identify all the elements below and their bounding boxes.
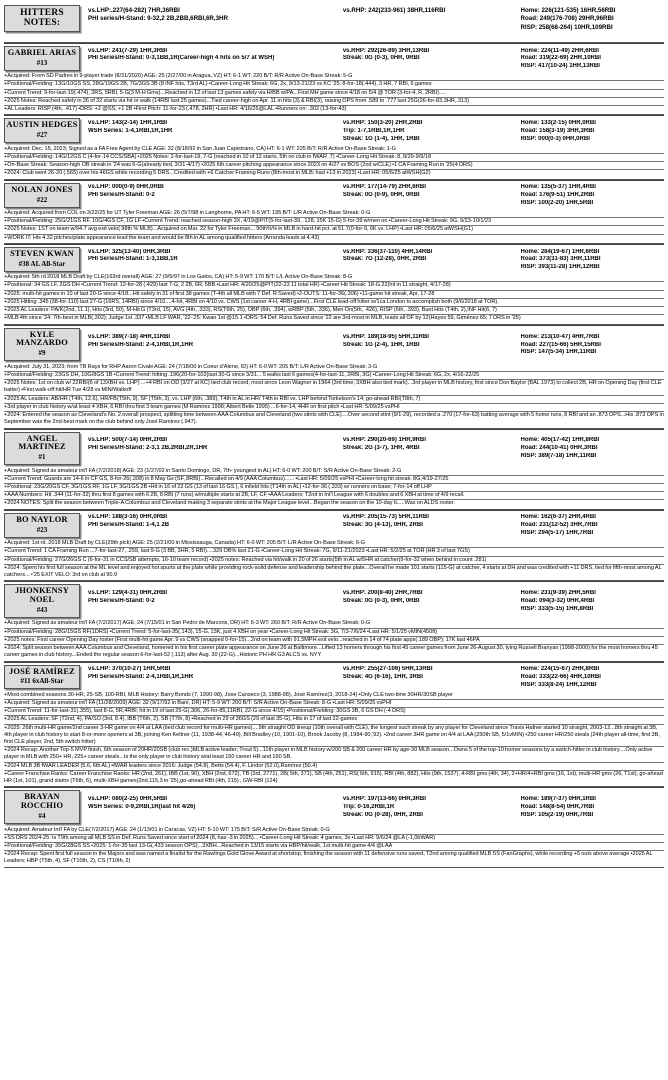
player-note-line: +Acquired: Acquired from COL on 3/22/25 for UT Tyler Freeman AGE: 26 (5/7/98 in Langhorne, PA HT: 6-5 WT: 195 B/T: L/R Active On-Base Streak: 0-G [4,210,371,216]
player-note-line: +2025 Hitting .345 (38-for-110) last 27-G (16RS, 14RBI) since 4/10....4-hit, 4RBI on 4/10 vs. CWS (1st career 4-H, 4RBI game)...First CLE lead-off hitter w/1ca London to accomplish both (9/6/2018 at TOR). [4,298,664,306]
player-section [4,662,664,788]
player-stat [343,453,517,461]
player-note-line: +SS DRS 2024-25: Is T9th among all MLB SS in Def. Runs Saved since start of 2024 (8, has -3 in 2025)... •Career-Long Hit Streak: 4 games, 3x •Last HR: 9/6/24 @LA (-1,0bWAR) [4,834,664,842]
player-stat [88,200,339,208]
player-note-line: +Acquired: Amateur Int'l FA by CLE(7/2/2017) AGE: 24 (1/13/01 in Caracas, VZ) HT: 5-10 WT: 175 B/T: S/R Active On-Base Streak: 0-G [4,826,330,833]
player-stats [80,116,664,145]
player-stat [343,530,517,538]
player-stat [88,682,339,690]
player-note-line: +2025 Notes: Reached safely in 26 of 32 starts via hit or walk (14RBI last 25 games)...Tied career-high on Apr. 11 in hits (3) & RBI(3), raising OPS from .589 to .777 last 25G(26-for-83,3HR,.313) [4,97,664,105]
summary-stat-3: PHI series/H-Stand: 9-32,2 2B,2BB,6RBI,6R,3HR [88,15,228,23]
player-stat: vs.LHP: 241(7-29) 1HR,3RBI [88,47,168,54]
player-header [4,244,664,274]
player-stat: vs.RHP: 336(37-110) 4HR,14RBI [342,248,433,255]
player-stat: vs.LHP: 000(0-9) 0HR,0RBI [88,184,164,191]
player-header [4,662,664,692]
player-note-line: +2024: Split season between AAA Columbus and Cleveland, homered in his first career plate appearance on June 26 at Baltimore...Lifted 13 homers through his first 45 career games from June 26-August 30, tying Russell Branyan (1998-2000) for the most homers thru 45 career games in club history...Ended the regular season 6-for-last-52 (.113) after Aug. 30 (22-G)...Historic PH HR G3 ALCS vs. NYY [4,644,664,659]
summary-stats [80,3,664,34]
player-note-line: +2025 AL Leaders: SF (T2nd, 4), PA/SO (3rd, 8.4), IBB (T6th, 2), SB (T7th, 8) •Reached in 29 of 36GS (29 of last 35-G), Hits in 17 of last 22-games [4,715,664,723]
player-note-line: +Acquired: Signed as amateur int'l FA (7/2/2017) AGE: 24 (7/15/01 in San Pedro de Marcoris, DR) HT: 6-3 WT: 260 B/T: R/R Active On-Base Streak: 0-G [4,620,371,627]
player-stat: Home: 135(5-37) 1HR,4RBI [520,184,596,191]
player-stat: Streak: 1G (1-4), 1HR, 1RBI [342,135,420,142]
player-stat: RISP: 417(10-24) 1HR,13RBI [520,63,600,70]
player-stat: RISP: 294(5-17) 1HR,7RBI [520,530,594,537]
player-stat: RISP: 100(2-20) 1HR,5RBI [520,200,594,207]
player-stat: PHI Series/H-Stand: 2-3,1 2B,2RBI,2R,1HR [88,445,208,452]
player-note-line: +Current Trend: 9-for-last-19(.474), 3RS, 5RBI, 5-G(3 M-H Gms)...Reached in 12 of last 13 games safely via H/BB w/PA...First MH game since 4/18 on 5/4 @ TOR (3-for-4, R, 2RBI).... [4,89,664,97]
player-stat: vs.LHP: 325(13-40) 0HR,3RBI [88,248,171,255]
player-stat: Road: 244(10-41) 0HR,3RBI [520,445,598,452]
player-name: BRAYAN ROCCHIO [20,792,64,811]
player-stat: RISP: 147(5-34) 1HR,11RBI [520,349,597,356]
summary-stat-7 [343,24,517,32]
player-stat: Home: 133(2-15) 0HR,0RBI [520,119,596,126]
player-note-line: +Positional/Fielding: 14G/12GS C (4-for-14 CCS/SBA) •2025 Notes: 2-for-last-19, 7-G (reached in 10 of 12 starts, 5th on club in fWAR .7) •Career-Long Hit Streak: 8, 8/29-9/9/18 [4,153,664,161]
player-note-line: +Positional/Fielding: 28G/15GS RF(1DRS) •Current Trend: 5-for-last-35(.143), 15-G, 13K, just 4 XBH on year •Career-Long Hit Streak: 3G, 7/3-7/6/24 •Last HR: 5/1/25 vMIN(450ft) [4,628,664,636]
player-stat [343,606,517,614]
player-stat: vs.LHP: 188(3-16) 0HR,0RBI [88,514,168,521]
player-name-box [4,46,80,71]
player-number: #22 [36,195,48,204]
player-stat: Trip: 0-16,2RBI,1R [342,804,395,811]
player-stat [88,530,339,538]
summary-section [4,3,664,43]
player-note-line: +WORK IT: His 4.32 pitches/plate appearance lead the team and would be 8th in AL among qualified hitters (Arranda leads at 4.43) [4,234,664,242]
player-name-box [4,584,80,618]
player-note-line: +Acquired: Dec. 15, 2023; Signed as a FA Free Agent by CLE AGE: 32 (8/18/92 in San Juan Capistrano, CA) HT: 6-1 WT: 225 B/T: R/R Active On-Base Streak: 1-G [4,145,396,152]
player-section [4,429,664,510]
player-note-line: +2024 NOTES: Split the season between Triple-A Columbus and Cleveland making 3 separate stints at the Major League level...Began the season on the 10-day IL....Was on ALDS roster. [4,499,664,507]
player-stat: Streak: 2G (3-7), 1HR, 4RBI [342,445,420,452]
player-notes [4,691,664,786]
player-section [4,244,664,325]
player-note-line: +Positional/Fielding: 35G/28GS SS •2025: 1-for-35 last 13-G(.433 season OPS)...3XBH...Reached in 13/15 starts via HBP/hit/walk, 1st multi-hit game 4/4 @LAA [4,842,664,850]
player-note-line: +Positional/Fielding: 23GS DH, 10G/8GS 1B •Current Trend: hitting .196(20-for-102)last 30-G since 3/31... 5 walks last 6 games(4-for-last-11, 2RBI, 3G) •Career-Long Hit Streak: 6G, 2x, 4/16-22/25 [4,371,664,379]
player-note-line: +3rd player in club history w/at least 4 XBH, 6 RBI thru first 3 team games (M Ramirez 1998; Albert Belle 1995) ...6-for-14, 4HR on first pitch •Last HR: 5/09/25 vsPHI [4,403,664,411]
player-note-line: +Positional/Fielding: 25G/21GS RF, 10G/4GS CF, 1G LF •Current Trend: reached season-high 3X, 4/19@PIT(5-for-last-39, .128, 15K 15-G) 5-for-39 w/men on •Career-Long Hit Streak: 9G, 9/23-10/1/23 [4,217,664,225]
player-section [4,510,664,581]
player-note-line: +2024: Spent his first full season at the ML level and enjoyed hot spurts at the plate while providing rock-solid defense and leadership behind the plate...Overall he made 101 starts (115-G) at catcher, 4 starts at DH and was credited with +11 DRS, tied for fifth-most among AL catchers... •'25 EXIT VELO: 3rd on club at 90.9 [4,564,664,579]
player-note-line: +Current Trend: 11-for-last-31(.355), last 8-G, 5R,4RBI; hit in 19 of last 25-G(.306, 26-for-85,11RBI, 22-G since 4/15) •Positional/Fielding: 30GS 3B, 6 GS DH (-4 DRS) [4,707,664,715]
player-note-line: +2025 Notes: 1ST on team w/94.7 avg exit velo( 98th % MLB)...Acquired on Mar. 22 for Tyler Freeman... 90th%% in MLB in hard-hit pct. at 51.7(0-for-9, 6K vs. LHP) •Last HR: 05/6/25 atWSH(G1) [4,225,664,233]
player-note-line: +AAA Numbers: Hit .344 (11-for-32) thru first 8 games with 6 2B, 8 RBI (7 runs) w/multiple starts at 2B, LF, CF •AAA Leaders: T2nd in Int'l League with 6 doubles and 6 XBH at time of 4/9 recall. [4,491,664,499]
player-note-line: +2024: Club went 26-20 (.565) over his 46GS while recording 5 DRS...Credited with +6 Catcher Framing Runs (8th-most in MLB; had +13 in 2023) •Last HR: 05/6/25 atWSH(G2) [4,169,664,177]
player-note-line: +AL Leaders: RISP (4th, .417) •DRS: +2 @SS; +1 2B •First Pitch: 11-for-23 (.478, 2HR) •Last HR: 4/16/25@LAL •Runners on: .302 (13-for-43) [4,105,664,113]
player-note-line: +Acquired: Signed as amateur int'l FA (7/2/2018) AGE: 23 (1/27/02 in Santo Domingo, DR, 7th- youngest in AL) HT: 6-0 WT: 200 B/T: S/R Active On-Base Streak: 2-G [4,467,402,474]
player-number: #4 [38,812,46,821]
player-name: NOLAN JONES [11,184,73,194]
player-stat: Road: 319(22-69) 2HR,10RBI [520,55,601,62]
player-stat: WSH Series: 1-4,1RBI,1R,1HR [88,127,173,134]
player-note-line: +2024 MLB 3B fWAR LEADER (5.6, 6th AL) •fWAR leaders since 2016: Judge (54.8), Betts (54.4), F. Lindor (52.0),Ramírez (50.4) [4,762,664,770]
summary-stat-5: Road: 249(176-708) 29HR,96RBI [520,15,614,23]
player-header [4,43,664,73]
player-note-line: +2025: multi-hit games in 10 of last 20-G since 4/18...Hit safely in 31 of first 38 games (T-4th all MLB with 7 Def. R Saved) •2-OUTS: 11-for-36(.306) •11-game hit streak, Apr. 17-28 [4,290,664,298]
player-stat: vs.RHP: 197(13-66) 0HR,3RBI [342,796,426,803]
player-note-line: +On-Base Streak: Season-high OB streak in '24 was 6-G(already tied, 3/31-4/17) •2025 6th career pitching appearance since 2023 on 4/27 vs BOS (2nd w/CLE) •1 CA Framing Run in '25(4 DRS) [4,161,664,169]
player-stat: RISP: 393(11-28) 1HR,12RBI [520,264,600,271]
player-note-line: +Acquired: 5th rd 2018 MLB Draft by CLE(163rd overall) AGE: 27 (9/5/97 in Los Gatos, CA) HT: 5-9 WT: 170 B/T: L/L Active On-Base Streak: 8-G [4,274,353,281]
player-stats [80,582,664,620]
player-notes [4,210,664,244]
player-stat: Home: 224(11-49) 2HR,6RBI [520,47,599,54]
player-stat: Home: 189(7-37) 0HR,1RBI [520,796,596,803]
player-stat: vs.LHP: 143(2-14) 1HR,1RBI [88,119,168,126]
player-stat: PHI Series/H-Stand: 2-4,1RBI,1R,1HR [88,674,194,681]
player-stat: Streak: 7G (12-28), 0HR, 2RBI [342,256,427,263]
player-notes [4,363,664,427]
player-note-line: +MLB 4th since '24: 7th-best in MLB(.302); Judge 1st .337 •MLB LF WAR, '22-'25: Kwan 1st @15.1 •DRS: 54 Def. Runs Saved since '22 are 3rd-most in MLB, leads all OF by 12(Hayes 59, Giménez 65; 7 DRS in '25) [4,314,664,322]
player-note-line: +Positional: 34 GS LF, 2GS DH •Current Trend: 12-for-28 (.429) last 7-G, 2 2B, 6R, 5BB •Last HR: 4/20/25@PIT(22-23 11 total HR) •Career Hit Streak: 18-G 22(hit in 11 straight, 4/17-28) [4,281,664,289]
player-note-line: +Most combined seasons 30-HR, 25-SB, 100-RBI, MLB History: Barry Bonds (7, 1990-98), Jose Canseco (3, 1988-98), José Ramírez(3, 2018-24) •Only CLE two-time 30HR/30SB player [4,691,454,698]
player-stat [343,200,517,208]
player-stat: vs.RHP: 189(18-95) 5HR,11RBI [342,333,429,340]
player-note-line: +2025 Notes: 1st on club w/ 22RBI(6 of 13XBH vs. LHP) ...+4 RBI on OD (3/27 at KC) tied club record, most since Leon Wagner in 1964 (3rd time; 3XBH also tied mark)...3rd player in MLB history, first since Don Baylor (BAL 1973) to collect 2B, HR on Opening Day (first CLE batter) •First walk-off hit/HR Tue 4/28 vs MIN/Walkoff [4,379,664,394]
player-note-line: +Acquired: From SD Padres in 9-player trade (8/31/2020) AGE: 25 (2/27/00 in Aragua, VZ) HT: 6-1 WT: 220 B/T: R/R Active On-Base Streak: 5-G [4,73,353,80]
player-stat [343,63,517,71]
player-stat: vs.RHP: 255(27-106) 5HR,13RBI [342,666,433,673]
player-name-box [4,328,80,362]
player-stat: Home: 231(9-39) 2HR,5RBI [520,590,596,597]
player-stat: vs.RHP: 292(26-89) 3HR,13RBI [342,47,430,54]
player-stat: vs.LHP: 080(2-25) 0HR,5RBI [88,796,168,803]
player-stat [343,682,517,690]
player-stat [343,264,517,272]
player-notes [4,73,664,115]
summary-stat-4 [343,15,517,23]
player-number: #43 [36,605,48,614]
player-name-box [4,432,80,466]
player-stat: vs.RHP: 177(14-79) 2HR,6RBI [342,184,426,191]
player-section [4,115,664,179]
player-stat: vs.RHP: 150(3-20) 2HR,2RBI [342,119,423,126]
player-name: JOSÉ RAMÍREZ [9,666,75,676]
player-note-line: +Current Trend: 1 CA Framing Run ...7-for-last-27, .259, last 9-G (3 BB, 3HR, 5 RBI)....329 OB% last 21-G •Career-Long Hit Streak: 7G, 9/11-21/2023 •Last HR: 5/2/25 at TOR (HR 3 of last 7GS) [4,547,664,555]
player-stat [88,349,339,357]
player-stat: Streak: 0G (0-9), 0HR, 0RBI [342,192,420,199]
summary-stat-1: vs.RHP: 242(233-961) 38HR,116RBI [342,7,446,15]
player-name: ANGEL MARTINEZ [18,433,66,452]
player-stat: RISP: 389(7-18) 1HR,11RBI [520,453,597,460]
player-stats [80,511,664,540]
player-stats [80,245,664,274]
player-note-line: +Acquired: Signed as amateur int'l FA (11/28/2009) AGE: 32 (9/17/92 in Baní, DR) HT: 5-9 WT: 200 B/T: S/R Active On-Base Streak: 8-G •Last HR: 5/09/25 vsPHI [4,699,664,707]
player-stats [80,326,664,364]
player-note-line: +2024 Recap: Spent first full season in the Majors and was named a finalist for the Rawlings Gold Glove Award at shortstop, finishing the season with 11 defensive runs saved, T2nd among qualified MLB SS (FanGraphs), while recording +5 outs above average •2025 AL Leaders: HBP (T5th, 4), SF (T10th, 2), CS (T10th, 2) [4,850,664,865]
summary-title-box [4,5,80,32]
player-note-line: +2024: Entered the season as Cleveland's No. 2 overall prospect, splitting time between AAA Columbus and Cleveland (two stints with CLE)....Over second stint (9/1-29), recorded a .270 (17-for-63) batting average with 5 home runs, 8 RBI and an .873 OPS...His .873 OPS in September was the 2nd-best mark on the club behind only José Ramírez (.947). [4,411,664,426]
player-number: #11 6xAll-Star [20,677,64,686]
player-stat: PHI Series/H-Stand: 1-4,1 2B [88,522,170,529]
player-section [4,325,664,429]
player-stat: vs.RHP: 200(8-40) 2HR,7RBI [342,590,423,597]
player-notes [4,274,664,324]
player-header [4,115,664,145]
player-stat: PHI Series/H-Stand: 2-4,1RBI,1R,1HR [88,341,194,348]
summary-stat-6 [88,24,339,32]
player-number: #27 [36,131,48,140]
player-stat: Streak: 4G (6-16), 1HR, 3RBI [342,674,423,681]
player-stat: Road: 094(3-32) 0HR,4RBI [520,598,595,605]
players-list [4,43,664,868]
player-name-box [4,790,80,824]
summary-header [4,3,664,34]
player-stat: Trip: 1-7,1RBI,1R,1HR [342,127,405,134]
player-stat: Home: 213(10-47) 4HR,7RBI [520,333,600,340]
player-stat: vs.LHP: 500(7-14) 0HR,2RBI [88,437,168,444]
player-note-line: +Positional/Fielding: 27G/26GS C (6-for-31 in CCS/SB attempts, 16-10 team record) •2025 notes: Reached via hit/walk in 20 of 26 starts(5th in AL w/5HR at catcher(9-for-32 when behind in count .281) [4,556,664,564]
player-number: #9 [38,349,46,358]
player-stat: Home: 162(6-37) 2HR,4RBI [520,514,596,521]
player-stat: Home: 284(19-67) 1HR,6RBI [520,248,600,255]
player-stats [80,430,664,468]
player-stat: PHI Series/H-Stand: 0-2 [88,598,155,605]
player-name: GABRIEL ARIAS [7,48,77,57]
player-header [4,581,664,620]
player-note-line: +Acquired: July 31, 2023; from TB Rays for RHP Aaron Civale AGE: 24 (7/18/00 in Coeur d'Alene, ID) HT: 6-0 WT: 205 B/T: L/R Active On-Base Streak: 3-G [4,363,378,370]
player-stats [80,663,664,692]
player-name-box [4,183,80,208]
player-number: #38 AL All-Star [18,259,66,268]
player-stat: PHI Series/H-Stand: 0-3,1BB,1R(Career-high 4 hits on 5/7 at WSH) [88,55,275,62]
player-stat: vs.LHP: 370(10-27) 1HR,5RBI [88,666,171,673]
player-stat: Home: 224(15-67) 2HR,8RBI [520,666,600,673]
player-name: STEVEN KWAN [10,249,74,258]
player-stat: WSH Series: 0-9,2RBI,1R(last hit 4/26) [88,804,196,811]
player-section [4,180,664,244]
player-note-line: +Positional: 23G/20GS CF, 3G/1GS RF, 1G LF, 3G/1GS 2B •Hit in 16 of 22 GS (13 of last 16 GS ), 6 infield hits (T14th in AL) •12-for-36 (.333) w/ runners on base; 7-for-14 off LHP [4,483,664,491]
player-notes [4,467,664,509]
player-stat: RISP: 333(5-15) 1HR,8RBI [520,606,594,613]
player-note-line: +Positional/Fielding: 13G/10GS SS, 28G/19GS 2B, 7G/3GS 3B (8 INF hits, T3rd AL) •Career-Long Hit Streak: 6G, 2x, 9/13-21/23 vs KC '25: 8-for-18(.444), 3 HR, 7 RBI, 6 games [4,80,664,88]
player-name: JHONKENSY NOEL [15,586,69,605]
player-stats [80,44,664,73]
player-stat: Streak: 0G (0-28), 0HR, 2RBI [342,812,423,819]
player-number: #23 [36,525,48,534]
player-stat: vs.LHP: 129(4-31) 0HR,2RBI [88,590,168,597]
player-stat: Road: 373(31-83) 3HR,11RBI [520,256,601,263]
player-stat [88,606,339,614]
player-stat [88,453,339,461]
player-stat: vs.LHP: 389(7-18) 4HR,11RBI [88,333,171,340]
player-notes [4,620,664,661]
player-stat: Road: 176(9-51) 1HR,2RBI [520,192,595,199]
player-stat: Home: 405(17-42) 1HR,8RBI [520,437,600,444]
player-section [4,581,664,661]
player-number: #13 [36,58,48,67]
player-stat: Road: 231(12-52) 3HR,7RBI [520,522,598,529]
player-stat [88,136,339,144]
player-notes [4,826,664,867]
player-stat [343,349,517,357]
player-notes [4,540,664,581]
player-stat: vs.RHP: 205(15-73) 5HR,11RBI [342,514,429,521]
player-stat: Streak: 0G (0-3), 0HR, 0RBI [342,598,420,605]
summary-stat-2: Home: 226(121-535) 16HR,56RBI [520,7,616,15]
player-header [4,510,664,540]
player-stats [80,788,664,826]
player-notes [4,145,664,179]
player-name: BO NAYLOR [16,514,68,524]
player-section [4,787,664,867]
player-note-line: +2025 AL Leaders: PA/K(2nd, 11.1), Hits (3rd, 50), M-Hit G (T3rd, 15), AVG (4th, .333), RS(T6th, 25), OBP (6th, .394), wRBP (5th, .336), Men On(5th, .426), RISP (6th, .393), Bunt Hits (T4th, 2),INF Hit(6, 7) [4,306,664,314]
player-stat: Road: 333(22-66) 4HR,10RBI [520,674,601,681]
player-header [4,180,664,210]
player-stat: Road: 158(3-19) 3HR,3RBI [520,127,595,134]
player-name-box [4,665,80,690]
player-note-line: +2024 Recap: Another Top-5 MVP finish, 6th season of 20HR/20SB (club rec.)MLB active leader; Trout 5)...11th player in MLB history w/200 SB & 200 career HR by age-30 MLB season...Owns 5 of the top-10 homer seasons by a switch-hitter in club history....Only active player in MLB with 250+ HR, 225+ career steals...Is the only player in club history w/at least 150 career HR and 150 SB. [4,746,664,761]
player-stat: vs.RHP: 290(20-69) 1HR,9RBI [342,437,426,444]
player-stat: Streak: 0G (0-3), 0HR, 0RBI [342,55,420,62]
player-stat: Streak: 1G (2-4), 1HR, 1RBI [342,341,420,348]
player-stat: Road: 148(8-54) 0HR,7RBI [520,804,595,811]
player-note-line: +Career Franchise Ranks: Career Franchise Ranks: HR (2nd, 261), IBB (1st, 90), XBH (2nd, 672), TB (3rd, 2771), 2B( 5th, 371), SB (4th, 251), RS( 6th, 915), RBI (4th, 882), Hits (9th, 1537), 4-RBI gms (4th, 34), 2+HR/4+RBI gms (16, 1st), multi-HR gms (26, T1st), go-ahead HR (1st, 101), grand slams (T6th, 6), multi-XBH games(2nd,115,3 in '25),go-ahead RBI (4th, 215) , GW-RBI (124) [4,770,663,785]
player-name-box [4,247,80,272]
player-stat: Streak: 3G (4-13), 0HR, 2RBI [342,522,423,529]
summary-title: HITTERS NOTES: [20,8,64,29]
player-note-line: +2025: 26th multi-HR game/2nd career 3-HR game on 4/4 at LAA (tied club record for multi-HR games)....9th straight OD lineup (10th overall with CLE), the longest such streak by any player for Cleveland since Travis Hafner started 10 straight, 2003-12...8th straight at 3B, 4th player in club history to start 8-or-more openers at 3B, joining Ken Keltner (11, 1938-44,'46-49), Bill Bradley (10, 1901-10), Brook Jacoby (8, 1984-90,'92). •2nd career 3HR game on 4/4 at LAA (250th SB, 5/1vMIN) •250 career HR/250 steals (24th player all-time, first 3B, first CLE player, 2nd, 5th switch hitter) [4,724,664,747]
player-stat: RISP: 000(0-3) 0HR,0RBI [520,135,590,142]
player-stat: PHI Series/H-Stand: 0-2 [88,192,155,199]
player-stat [88,63,339,71]
player-section [4,43,664,115]
player-name-box [4,118,80,143]
player-note-line: +Acquired: 1st rd. 2018 MLB Draft by CLE(29th pick) AGE: 25 (2/21/00 in Mississauga, Canada) HT: 6-0 WT: 205 B/T: L/R Active On-Base Streak: 6-G [4,540,366,547]
player-stat: RISP: 105(2-19) 0HR,7RBI [520,812,594,819]
player-stat: PHI Series/H-Stand: 1-3,1BB,1R [88,256,178,263]
player-note-line: +2025 notes: First career Opening Day roster (First multi-hit game Apr. 9 vs CWS (snapped 0-for-15)...2nd on team with 91.5MPH exit velo...reached in 14 of 74 plate apps(.189 OBP); 17K last 46PA [4,636,664,644]
player-header [4,325,664,364]
player-stats [80,181,664,210]
player-stat [88,812,339,820]
summary-stat-0: vs.LHP:.227(64-282) 7HR,36RBI [88,7,180,15]
summary-stat-8: RISP: 258(68-264) 10HR,109RBI [520,23,613,31]
player-header [4,787,664,826]
player-name: KYLE MANZARDO [16,329,68,348]
player-stat: RISP: 333(8-24) 1HR,12RBI [520,681,597,688]
player-header [4,429,664,468]
player-stat [88,264,339,272]
player-name-box [4,513,80,538]
player-number: #1 [38,453,46,462]
player-note-line: +Current Trend: Guards are 14-6 in CF GS, 8-for-26(.308) in 8 May Gs (SF, 8RBI)...Recalled on 4/9 (AAA Columbus)...... •Last HR: 5/09/25 vsPHI •Career-long hit streak: 8G,4/19-27/25 [4,475,664,483]
player-name: AUSTIN HEDGES [6,120,78,130]
player-stat: Road: 227(15-66) 5HR,15RBI [520,341,601,348]
player-note-line: +2025 AL Leaders: AB/HR (T4th, 12.6), HR/FB(T5th, 9), SF (T5th, 3), vs. LHP (6th, .389), T4th in AL in HR/ T4th in RBI vs. LHP behind Torkelson's 14; go-ahead RBI(T8th, 7) [4,395,664,403]
